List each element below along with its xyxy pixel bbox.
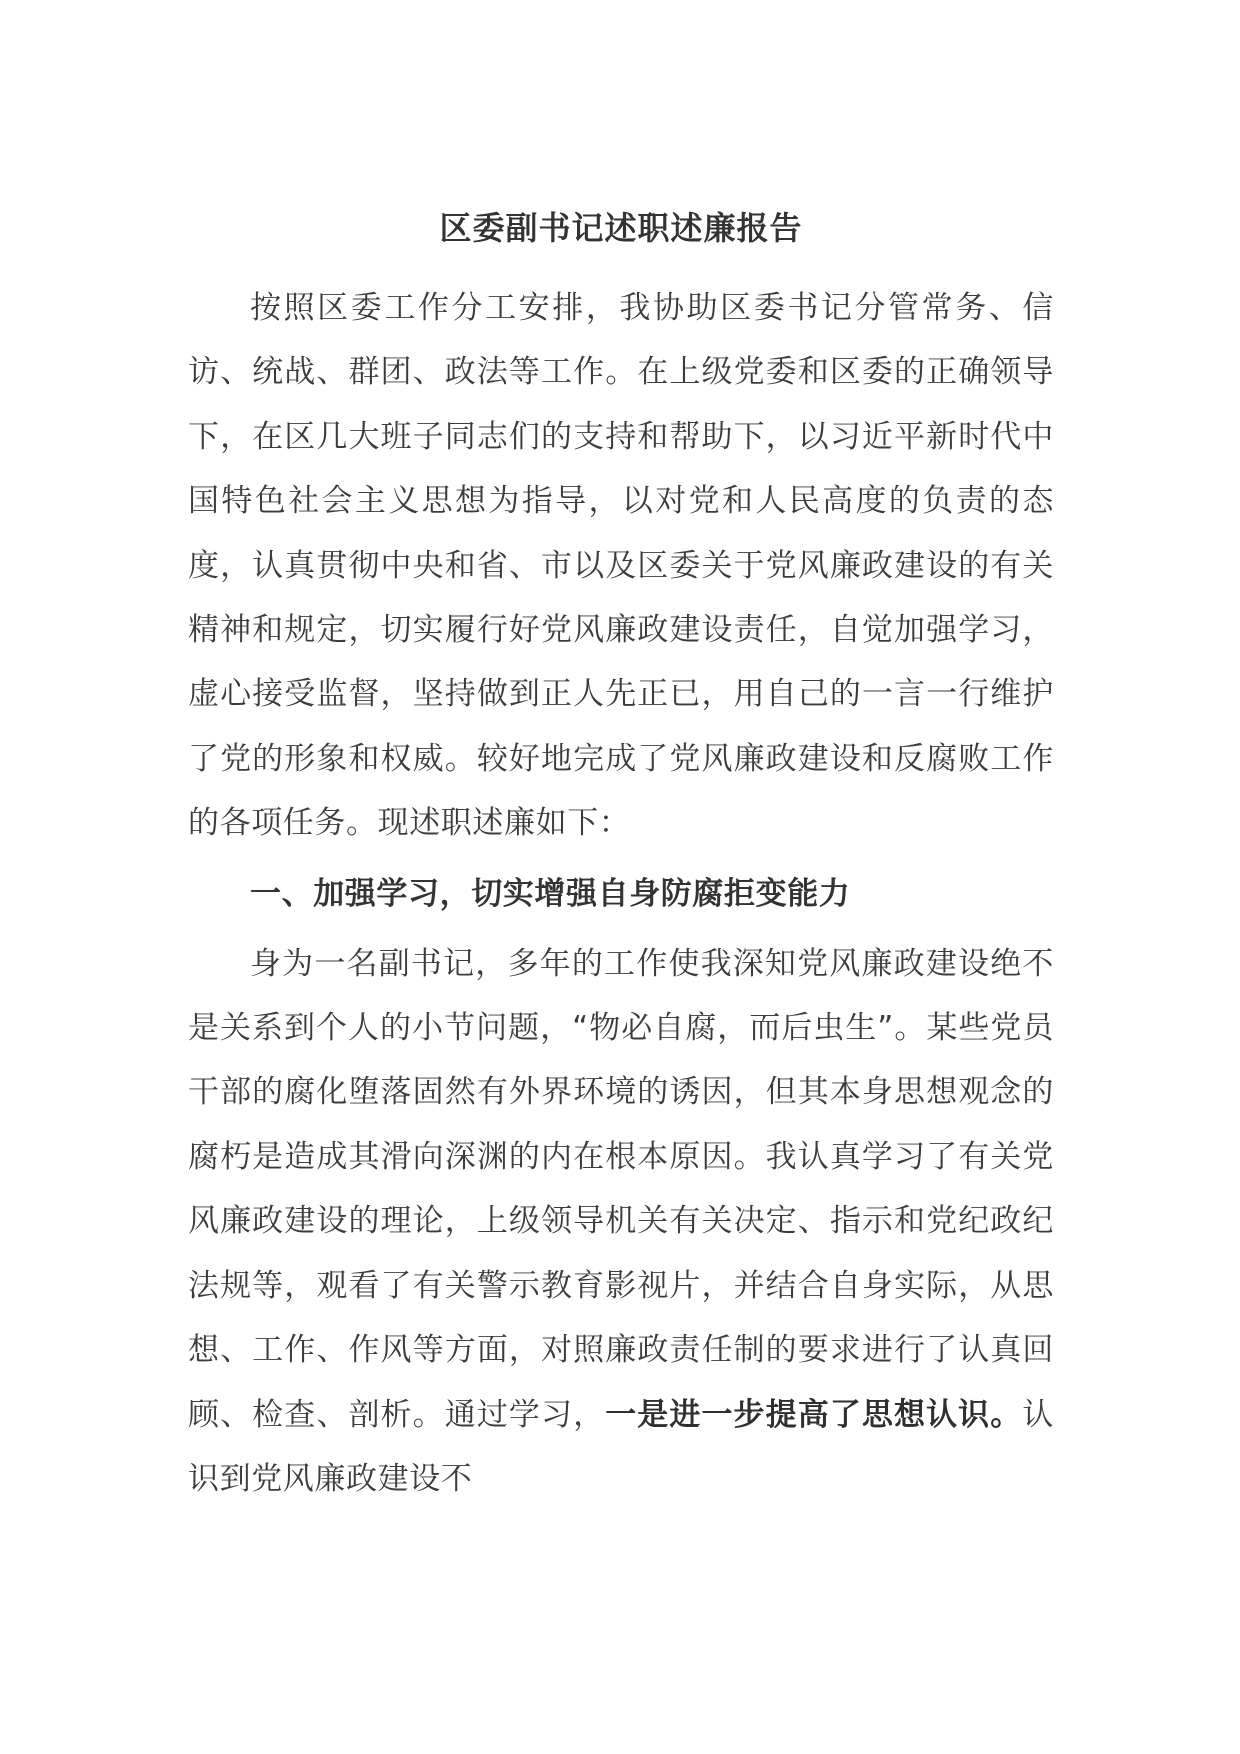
document-body	[188, 200, 1054, 1511]
section-1-paragraph-text: 身为一名副书记，多年的工作使我深知党风廉政建设绝不是关系到个人的小节问题，“物必自腐，而后虫生”。某些党员干部的腐化堕落固然有外界环境的诱因，但其本身思想观念的腐朽是造成其滑向深渊的内在根本原因。我认真学习了有关党风廉政建设的理论，上级领导机关有关决定、指示和党纪政纪法规等，观看了有关警示教育影视片，并结合自身实际，从思想、工作、作风等方面，对照廉政责任制的要求进行了认真回顾、检查、剖析。通过学习，	[188, 945, 1054, 1433]
section-1-heading: 一、加强学习，切实增强自身防腐拒变能力	[250, 875, 851, 912]
document-title: 区委副书记述职述廉报告	[439, 209, 803, 247]
section-1-paragraph	[188, 932, 1054, 1512]
section-1-paragraph-tail: 认识到党风廉政建设不	[188, 1396, 1054, 1497]
intro-paragraph: 按照区委工作分工安排，我协助区委书记分管常务、信访、统战、群团、政法等工作。在上级党委和区委的正确领导下，在区几大班子同志们的支持和帮助下，以习近平新时代中国特色社会主义思想为指导，以对党和人民高度的负责的态度，认真贯彻中央和省、市以及区委关于党风廉政建设的有关精神和规定，切实履行好党风廉政建设责任，自觉加强学习，虚心接受监督，坚持做到正人先正已，用自己的一言一行维护了党的形象和权威。较好地完成了党风廉政建设和反腐败工作的各项任务。现述职述廉如下：	[188, 290, 1054, 842]
section-1-bold-phrase: 一是进一步提高了思想认识。	[605, 1396, 1023, 1433]
